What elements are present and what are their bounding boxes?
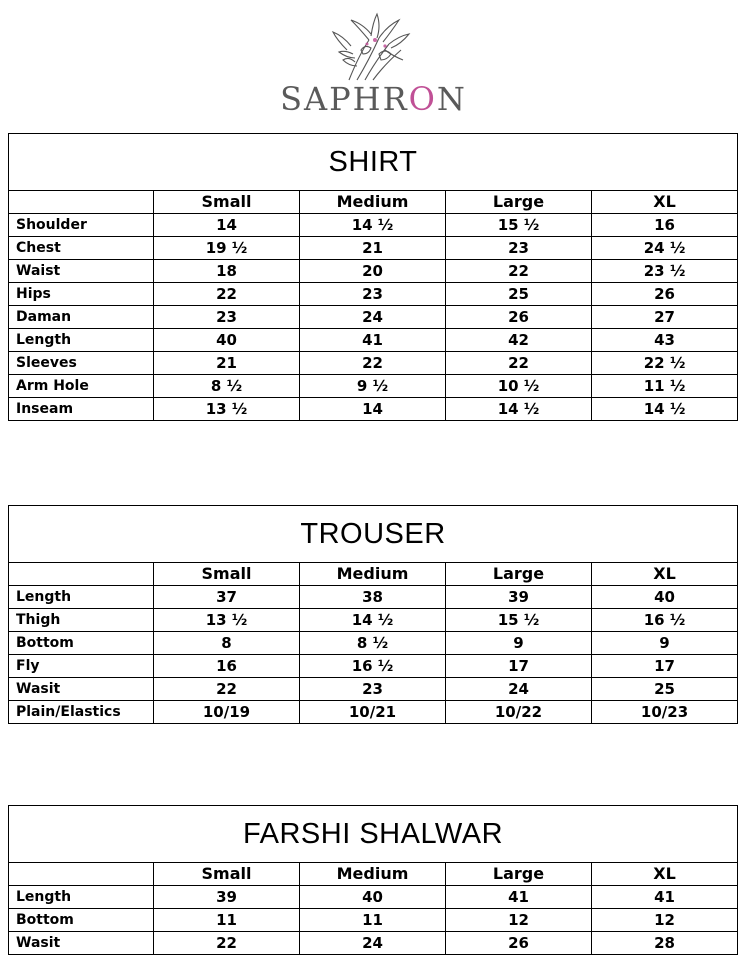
size-header: Large <box>446 563 592 586</box>
measurement-value: 23 ½ <box>592 260 738 283</box>
corner-cell <box>9 563 154 586</box>
table-row <box>9 586 738 609</box>
measurement-label: Chest <box>9 237 154 260</box>
shirt-header-row <box>9 191 738 214</box>
measurement-label: Sleeves <box>9 352 154 375</box>
measurement-value: 41 <box>300 329 446 352</box>
measurement-label: Bottom <box>9 909 154 932</box>
measurement-value: 21 <box>300 237 446 260</box>
corner-cell <box>9 863 154 886</box>
trouser-size-table <box>8 505 738 724</box>
measurement-value: 38 <box>300 586 446 609</box>
measurement-value: 22 <box>446 260 592 283</box>
size-header: XL <box>592 563 738 586</box>
table-row <box>9 306 738 329</box>
measurement-label: Waist <box>9 260 154 283</box>
table-row <box>9 237 738 260</box>
measurement-label: Fly <box>9 655 154 678</box>
size-header: Large <box>446 863 592 886</box>
table-row <box>9 609 738 632</box>
measurement-value: 26 <box>592 283 738 306</box>
measurement-value: 14 ½ <box>446 398 592 421</box>
measurement-value: 22 ½ <box>592 352 738 375</box>
shirt-size-table <box>8 133 738 421</box>
trouser-rows <box>9 586 738 724</box>
measurement-value: 15 ½ <box>446 609 592 632</box>
measurement-value: 10/22 <box>446 701 592 724</box>
measurement-value: 9 <box>592 632 738 655</box>
measurement-value: 18 <box>154 260 300 283</box>
measurement-value: 8 ½ <box>300 632 446 655</box>
measurement-label: Length <box>9 329 154 352</box>
measurement-value: 10/21 <box>300 701 446 724</box>
table-row <box>9 283 738 306</box>
measurement-value: 24 <box>300 306 446 329</box>
measurement-value: 8 <box>154 632 300 655</box>
measurement-label: Wasit <box>9 678 154 701</box>
table-row <box>9 352 738 375</box>
measurement-value: 16 ½ <box>300 655 446 678</box>
measurement-value: 16 ½ <box>592 609 738 632</box>
measurement-value: 26 <box>446 932 592 955</box>
table-row <box>9 678 738 701</box>
table-row <box>9 260 738 283</box>
measurement-value: 42 <box>446 329 592 352</box>
measurement-label: Inseam <box>9 398 154 421</box>
shirt-table-title: SHIRT <box>9 134 738 191</box>
table-row <box>9 632 738 655</box>
measurement-value: 22 <box>154 932 300 955</box>
measurement-value: 40 <box>300 886 446 909</box>
farshi-header-row <box>9 863 738 886</box>
measurement-value: 23 <box>446 237 592 260</box>
measurement-value: 12 <box>446 909 592 932</box>
measurement-value: 39 <box>446 586 592 609</box>
measurement-value: 22 <box>154 678 300 701</box>
measurement-label: Length <box>9 586 154 609</box>
measurement-value: 41 <box>592 886 738 909</box>
measurement-value: 9 <box>446 632 592 655</box>
brand-name-prefix: SAPHR <box>280 80 409 118</box>
measurement-label: Hips <box>9 283 154 306</box>
table-row <box>9 375 738 398</box>
measurement-value: 17 <box>446 655 592 678</box>
brand-name-suffix: N <box>436 80 467 118</box>
measurement-value: 23 <box>300 283 446 306</box>
measurement-value: 14 ½ <box>300 609 446 632</box>
measurement-value: 26 <box>446 306 592 329</box>
measurement-value: 22 <box>446 352 592 375</box>
measurement-label: Wasit <box>9 932 154 955</box>
measurement-value: 15 ½ <box>446 214 592 237</box>
table-row <box>9 909 738 932</box>
measurement-value: 40 <box>154 329 300 352</box>
table-row <box>9 398 738 421</box>
corner-cell <box>9 191 154 214</box>
measurement-value: 24 ½ <box>592 237 738 260</box>
measurement-value: 12 <box>592 909 738 932</box>
measurement-value: 25 <box>592 678 738 701</box>
measurement-value: 10 ½ <box>446 375 592 398</box>
measurement-value: 23 <box>300 678 446 701</box>
measurement-value: 17 <box>592 655 738 678</box>
measurement-value: 41 <box>446 886 592 909</box>
size-header: Small <box>154 191 300 214</box>
measurement-value: 28 <box>592 932 738 955</box>
size-header: Large <box>446 191 592 214</box>
farshi-table-title: FARSHI SHALWAR <box>9 806 738 863</box>
measurement-value: 27 <box>592 306 738 329</box>
measurement-value: 21 <box>154 352 300 375</box>
measurement-value: 14 <box>300 398 446 421</box>
farshi-shalwar-size-table <box>8 805 738 955</box>
shirt-rows <box>9 214 738 421</box>
saffron-flower-icon <box>329 10 419 82</box>
measurement-value: 25 <box>446 283 592 306</box>
measurement-value: 39 <box>154 886 300 909</box>
brand-name-mark: O <box>408 80 437 118</box>
measurement-label: Bottom <box>9 632 154 655</box>
measurement-label: Thigh <box>9 609 154 632</box>
measurement-value: 11 <box>154 909 300 932</box>
table-row <box>9 932 738 955</box>
measurement-value: 40 <box>592 586 738 609</box>
measurement-value: 24 <box>446 678 592 701</box>
table-row <box>9 886 738 909</box>
measurement-value: 22 <box>154 283 300 306</box>
measurement-value: 37 <box>154 586 300 609</box>
measurement-value: 8 ½ <box>154 375 300 398</box>
size-header: Medium <box>300 563 446 586</box>
measurement-value: 14 ½ <box>592 398 738 421</box>
table-row <box>9 701 738 724</box>
size-header: XL <box>592 863 738 886</box>
measurement-value: 22 <box>300 352 446 375</box>
measurement-value: 16 <box>592 214 738 237</box>
table-row <box>9 214 738 237</box>
size-header: Medium <box>300 191 446 214</box>
measurement-value: 13 ½ <box>154 609 300 632</box>
measurement-value: 9 ½ <box>300 375 446 398</box>
measurement-value: 20 <box>300 260 446 283</box>
measurement-value: 43 <box>592 329 738 352</box>
measurement-value: 10/23 <box>592 701 738 724</box>
measurement-value: 13 ½ <box>154 398 300 421</box>
table-row <box>9 329 738 352</box>
measurement-value: 16 <box>154 655 300 678</box>
trouser-table-title: TROUSER <box>9 506 738 563</box>
measurement-value: 10/19 <box>154 701 300 724</box>
farshi-rows <box>9 886 738 955</box>
table-row <box>9 655 738 678</box>
size-header: Small <box>154 563 300 586</box>
brand-name <box>0 80 747 118</box>
trouser-header-row <box>9 563 738 586</box>
measurement-label: Daman <box>9 306 154 329</box>
measurement-label: Length <box>9 886 154 909</box>
measurement-label: Plain/Elastics <box>9 701 154 724</box>
measurement-value: 24 <box>300 932 446 955</box>
measurement-value: 23 <box>154 306 300 329</box>
measurement-label: Shoulder <box>9 214 154 237</box>
measurement-value: 11 ½ <box>592 375 738 398</box>
measurement-label: Arm Hole <box>9 375 154 398</box>
measurement-value: 14 ½ <box>300 214 446 237</box>
size-header: Medium <box>300 863 446 886</box>
measurement-value: 14 <box>154 214 300 237</box>
size-header: Small <box>154 863 300 886</box>
size-header: XL <box>592 191 738 214</box>
measurement-value: 11 <box>300 909 446 932</box>
measurement-value: 19 ½ <box>154 237 300 260</box>
